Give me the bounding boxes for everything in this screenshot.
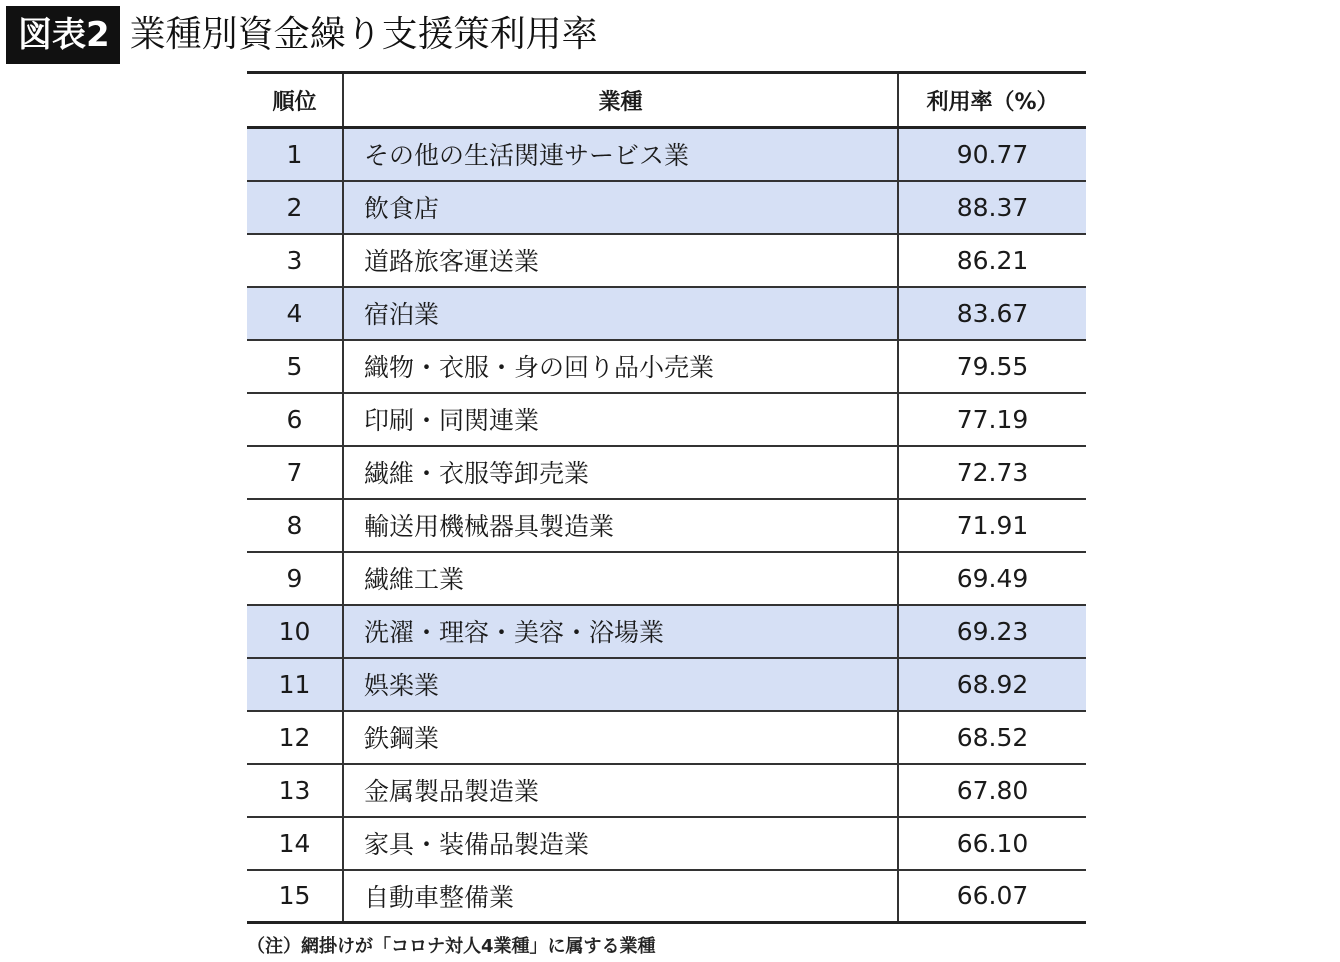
table-row [247, 181, 1086, 234]
header-rank: 順位 [247, 73, 343, 128]
rank-cell: 14 [247, 817, 343, 870]
header-rate: 利用率（%） [898, 73, 1086, 128]
table-row [247, 287, 1086, 340]
rate-cell: 71.91 [898, 499, 1086, 552]
industry-cell: 道路旅客運送業 [343, 234, 898, 287]
rates-table-container [247, 71, 1086, 924]
rank-cell: 4 [247, 287, 343, 340]
industry-cell: 印刷・同関連業 [343, 393, 898, 446]
industry-cell: 自動車整備業 [343, 870, 898, 923]
table-row [247, 711, 1086, 764]
table-row [247, 393, 1086, 446]
figure-header [6, 6, 598, 64]
rank-cell: 5 [247, 340, 343, 393]
rate-cell: 68.52 [898, 711, 1086, 764]
table-row [247, 658, 1086, 711]
rank-cell: 10 [247, 605, 343, 658]
figure-title: 業種別資金繰り支援策利用率 [129, 14, 598, 55]
rate-cell: 69.23 [898, 605, 1086, 658]
rate-cell: 72.73 [898, 446, 1086, 499]
table-row [247, 605, 1086, 658]
rank-cell: 12 [247, 711, 343, 764]
rank-cell: 6 [247, 393, 343, 446]
table-header [247, 73, 1086, 128]
industry-cell: 金属製品製造業 [343, 764, 898, 817]
rank-cell: 13 [247, 764, 343, 817]
industry-cell: その他の生活関連サービス業 [343, 128, 898, 181]
table-row [247, 552, 1086, 605]
industry-cell: 家具・装備品製造業 [343, 817, 898, 870]
rank-cell: 2 [247, 181, 343, 234]
table-row [247, 446, 1086, 499]
industry-cell: 織物・衣服・身の回り品小売業 [343, 340, 898, 393]
rate-cell: 68.92 [898, 658, 1086, 711]
table-row [247, 764, 1086, 817]
rank-cell: 11 [247, 658, 343, 711]
industry-cell: 飲食店 [343, 181, 898, 234]
rate-cell: 88.37 [898, 181, 1086, 234]
table-row [247, 234, 1086, 287]
footnote: （注）網掛けが「コロナ対人4業種」に属する業種 [247, 936, 656, 957]
rank-cell: 1 [247, 128, 343, 181]
rate-cell: 90.77 [898, 128, 1086, 181]
rate-cell: 67.80 [898, 764, 1086, 817]
industry-cell: 繊維・衣服等卸売業 [343, 446, 898, 499]
table-body [247, 128, 1086, 923]
rank-cell: 9 [247, 552, 343, 605]
rank-cell: 3 [247, 234, 343, 287]
header-industry: 業種 [343, 73, 898, 128]
rank-cell: 8 [247, 499, 343, 552]
rate-cell: 77.19 [898, 393, 1086, 446]
industry-cell: 輸送用機械器具製造業 [343, 499, 898, 552]
rate-cell: 79.55 [898, 340, 1086, 393]
rate-cell: 69.49 [898, 552, 1086, 605]
rate-cell: 66.07 [898, 870, 1086, 923]
table-row [247, 870, 1086, 923]
figure-badge: 図表2 [6, 6, 120, 64]
rate-cell: 86.21 [898, 234, 1086, 287]
industry-cell: 洗濯・理容・美容・浴場業 [343, 605, 898, 658]
table-row [247, 499, 1086, 552]
table-row [247, 128, 1086, 181]
industry-cell: 鉄鋼業 [343, 711, 898, 764]
rank-cell: 7 [247, 446, 343, 499]
rate-cell: 66.10 [898, 817, 1086, 870]
rates-table [247, 71, 1086, 924]
industry-cell: 繊維工業 [343, 552, 898, 605]
table-row [247, 340, 1086, 393]
rank-cell: 15 [247, 870, 343, 923]
rate-cell: 83.67 [898, 287, 1086, 340]
header-row [247, 73, 1086, 128]
industry-cell: 娯楽業 [343, 658, 898, 711]
industry-cell: 宿泊業 [343, 287, 898, 340]
table-row [247, 817, 1086, 870]
